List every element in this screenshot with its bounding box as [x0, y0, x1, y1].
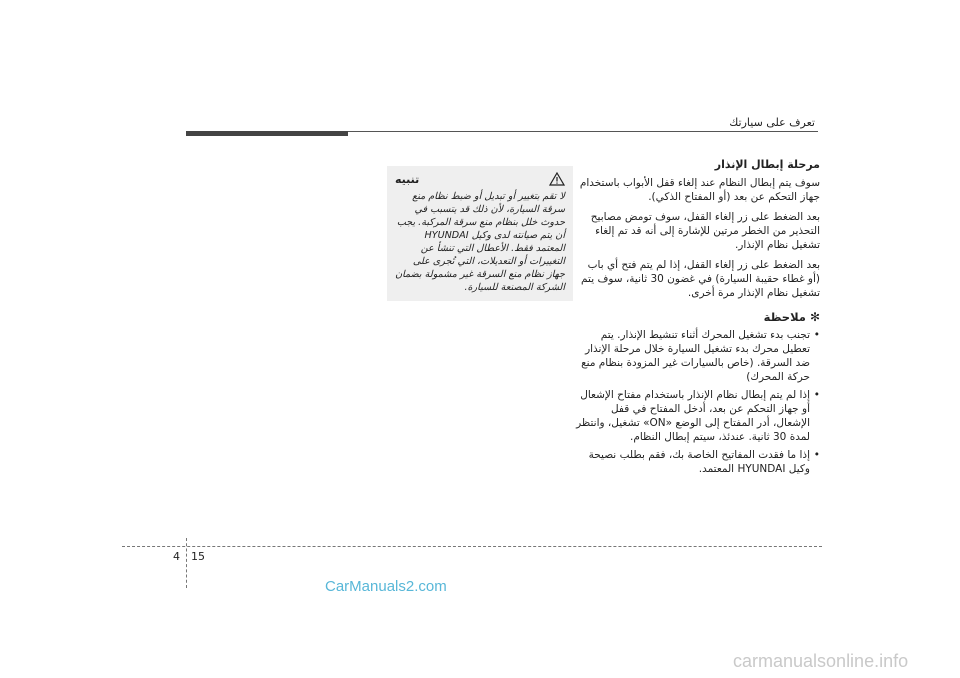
list-item: • تجنب بدء تشغيل المحرك أثناء تنشيط الإنذار. يتم تعطيل محرك بدء تشغيل السيارة خلال مرحلة الإنذار ضد السرقة. (خاص بالسيارات غير المزودة بنظام منع حركة المحرك) [575, 328, 820, 384]
page-header-title: تعرف على سيارتك [729, 116, 815, 129]
footer-divider [122, 546, 822, 547]
warning-text: لا تقم بتغيير أو تبديل أو ضبط نظام منع سرقة السيارة، لأن ذلك قد يتسبب في حدوث خلل بنظام منع سرقة المركبة. يجب أن يتم صيانته لدى وكيل HYUNDAI المعتمد فقط. الأعطال التي تنشأ عن التغييرات أو التعديلات، التي تُجرى على جهاز نظام منع السرقة غير مشمولة بضمان الشركة المصنعة للسيارة. [395, 191, 565, 293]
paragraph: سوف يتم إبطال النظام عند إلغاء قفل الأبواب باستخدام جهاز التحكم عن بعد (أو المفتاح الذكي). [579, 177, 820, 203]
paragraph: بعد الضغط على زر إلغاء القفل، إذا لم يتم فتح أي باب (أو غطاء حقيبة السيارة) في غضون 30 ثانية، سوف يتم تشغيل نظام الإنذار مرة أخرى. [581, 259, 820, 299]
watermark-primary: CarManuals2.com [325, 578, 447, 595]
page-number: 15 [191, 550, 205, 563]
list-item: • إذا ما فقدت المفاتيح الخاصة بك، فقم بطلب نصيحة وكيل HYUNDAI المعتمد. [575, 448, 820, 476]
note-title: ملاحظة [763, 310, 806, 324]
warning-header [395, 172, 565, 186]
warning-title: تنبيه [395, 172, 420, 186]
main-column [575, 158, 820, 480]
list-item: • إذا لم يتم إبطال نظام الإنذار باستخدام مفتاح الإشعال أو جهاز التحكم عن بعد، أدخل المفتاح في قفل الإشعال، أدر المفتاح إلى الوضع «ON» تشغيل، وانتظر لمدة 30 ثانية. عندئذ، سيتم إبطال النظام. [575, 388, 820, 444]
watermark-secondary: carmanualsonline.info [733, 651, 909, 671]
warning-box [387, 166, 573, 301]
footer-vertical-divider [186, 538, 187, 588]
paragraph: بعد الضغط على زر إلغاء القفل، سوف تومض مصابيح التحذير من الخطر مرتين للإشارة إلى أنه قد تم إلغاء تشغيل نظام الإنذار. [590, 211, 820, 251]
asterisk-icon: ✻ [809, 310, 820, 324]
section-title: مرحلة إبطال الإنذار [714, 158, 820, 171]
note-heading [575, 310, 820, 324]
warning-triangle-icon [549, 172, 565, 186]
chapter-number: 4 [173, 550, 180, 563]
header-divider-accent [186, 131, 348, 136]
